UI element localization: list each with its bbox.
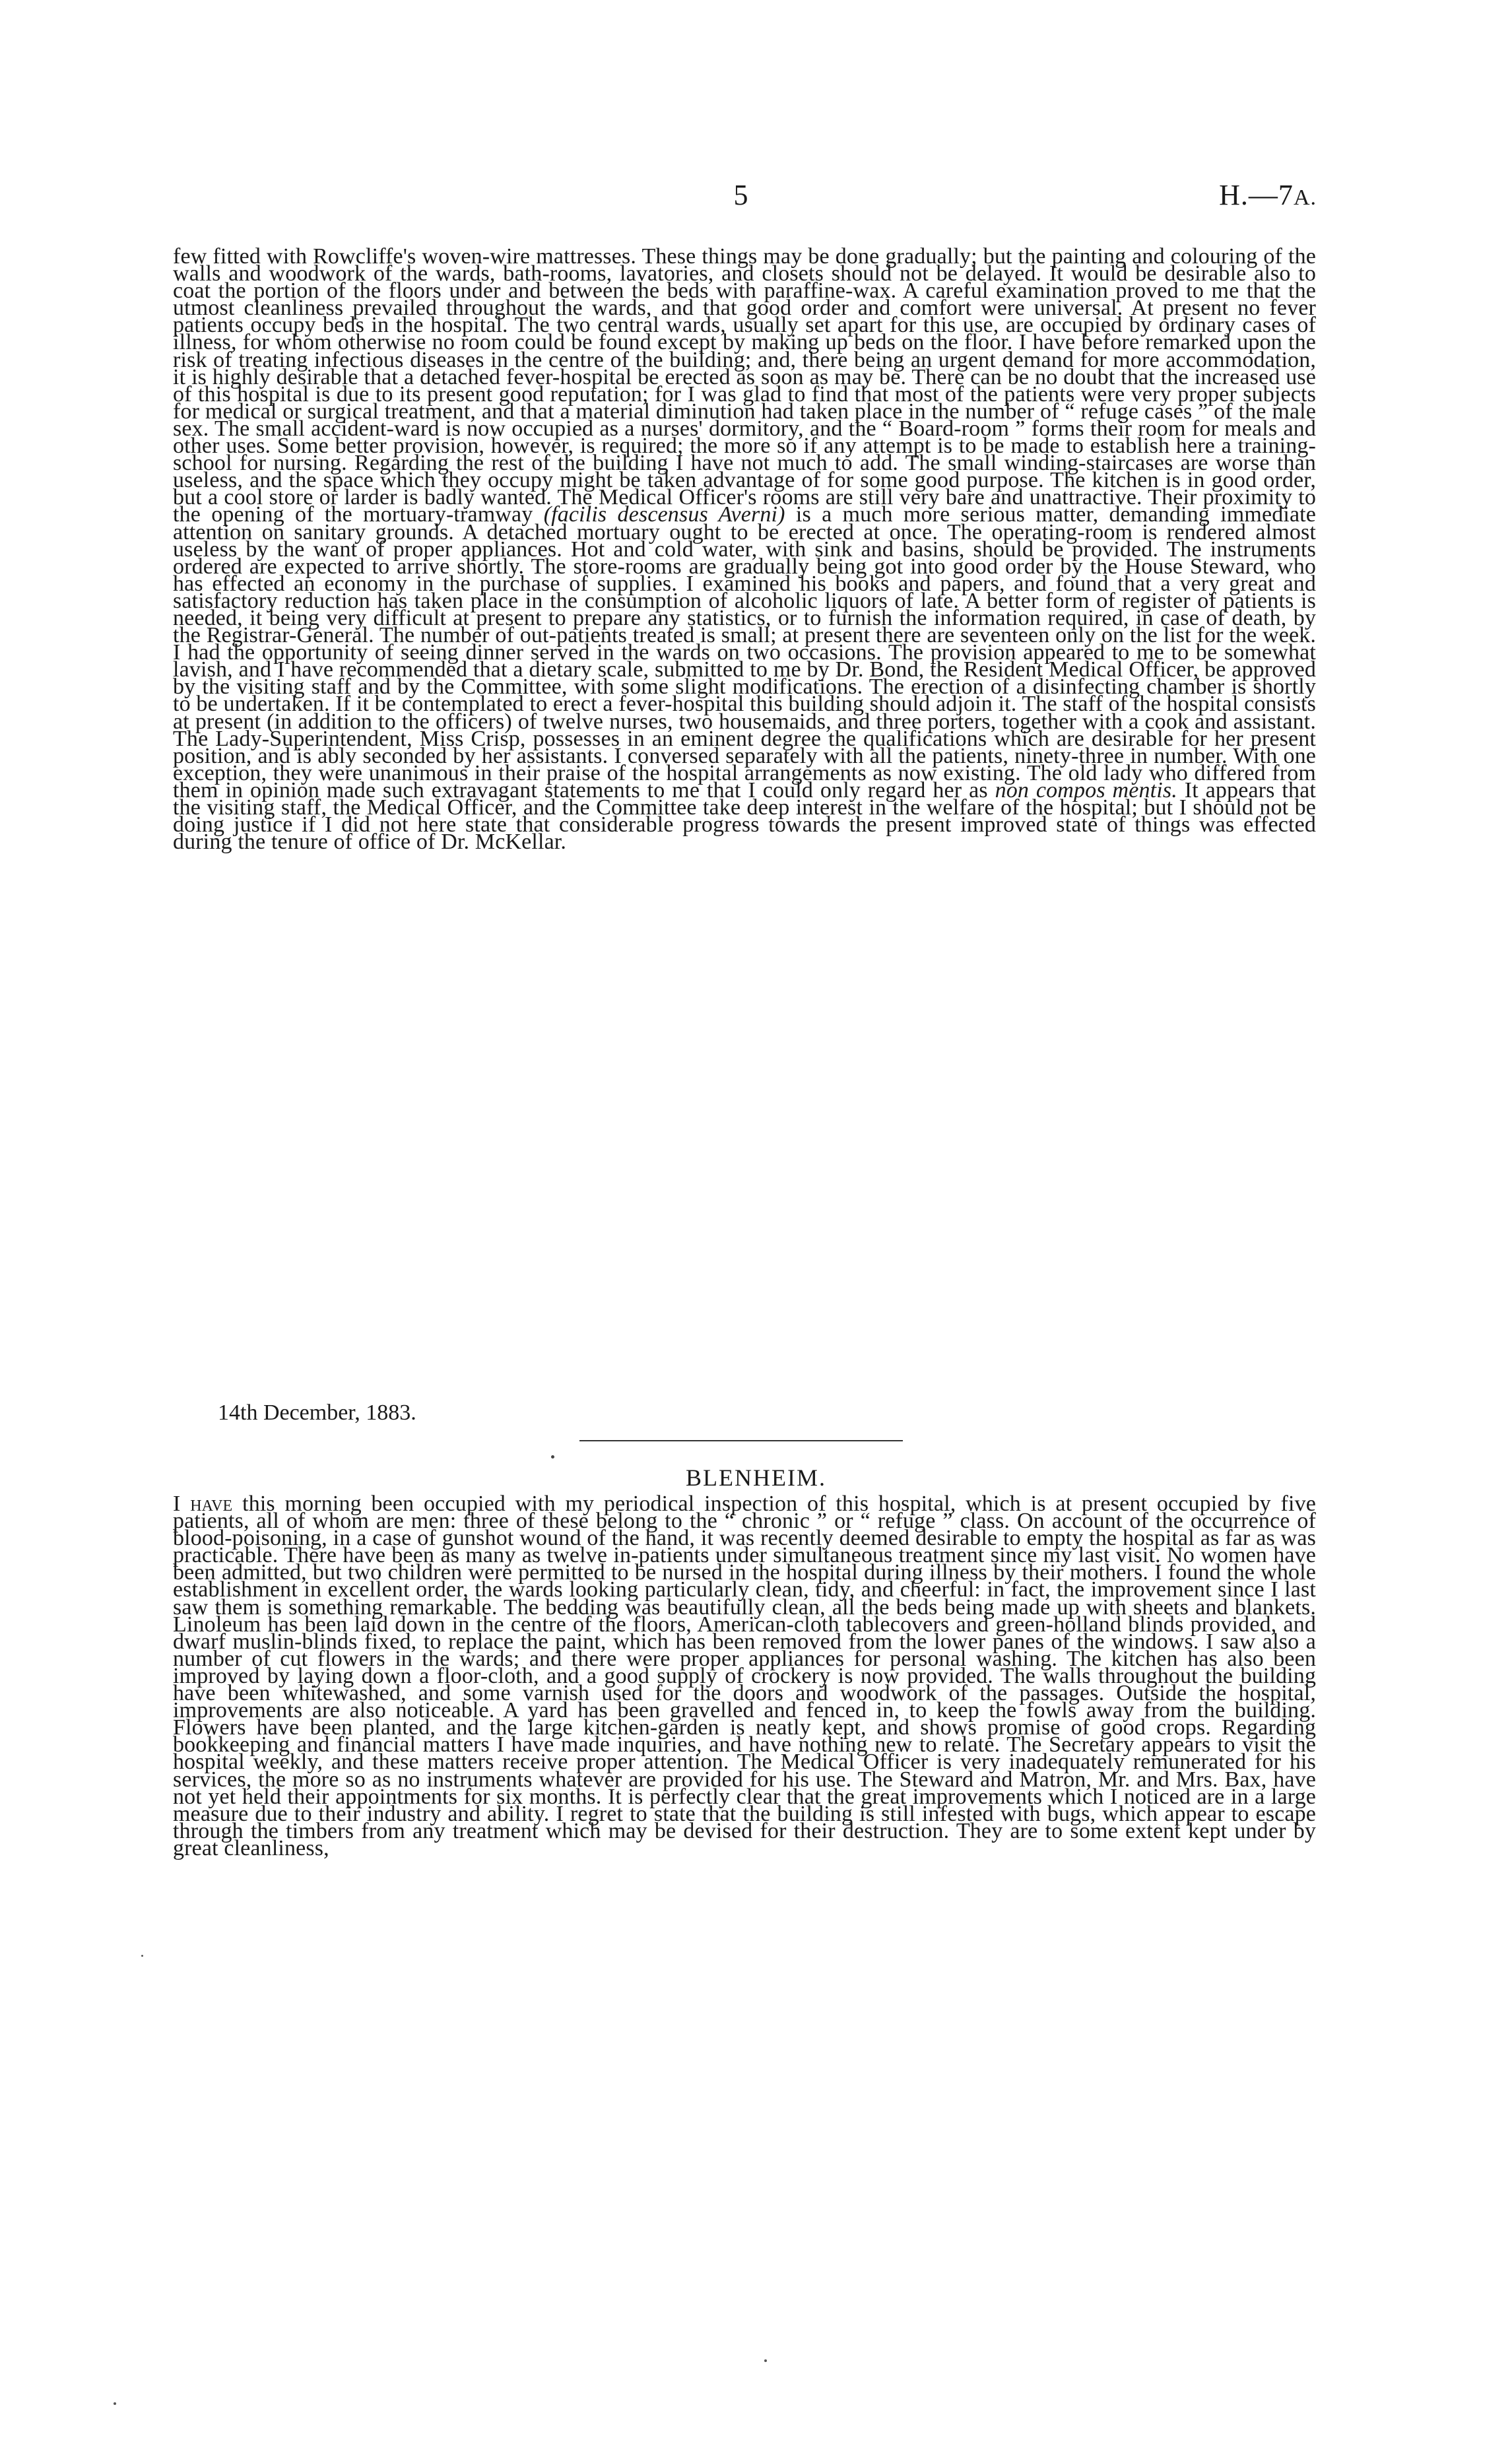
section-title: BLENHEIM.	[686, 1464, 826, 1491]
print-speck	[114, 2402, 116, 2405]
report-section-blenheim	[173, 1492, 1316, 1860]
print-speck	[764, 2359, 767, 2362]
latin-phrase: (facilis descensus Averni)	[543, 502, 785, 527]
latin-phrase: non compos mentis.	[995, 777, 1177, 803]
section-divider	[579, 1440, 903, 1441]
report-section-previous	[173, 244, 1317, 855]
report-paragraph	[173, 1492, 1316, 1860]
print-speck	[141, 1955, 143, 1957]
paragraph-text: few fitted with Rowcliffe's woven-wire mattresses. These things may be done gradually; but the painting and colouring of the walls and woodwork of the wards, bath-rooms, lavatories, and closets should not be delayed. It would be desirable also to coat the portion of the floors under and between the beds with paraffine-wax. A careful examination proved to me that the utmost cleanliness prevailed throughout the wards, and that good order and comfort were universal. At present no fever patients occupy beds in the hospital. The two central wards, usually set apart for this use, are occupied by ordinary cases of illness, for whom otherwise no room could be found except by making up beds on the floor. I have before remarked upon the risk of treating infectious diseases in the centre of the building; and, there being an urgent demand for more accommodation, it is highly desirable that a detached fever-hospital be erected as soon as may be. There can be no doubt that the increased use of this hospital is due to its present good reputation; for I was glad to find that most of the patients were very proper subjects for medical or surgical treatment, and that a material diminution had taken place in the number of “ refuge cases ” of the male sex. The small accident-ward is now occupied as a nurses' dormitory, and the “ Board-room ” forms their room for meals and other uses. Some better provision, however, is required; the more so if any attempt is to be made to establish here a training-school for nursing. Regarding the rest of the building I have not much to add. The small winding-staircases are worse than useless, and the space which they occupy might be taken advantage of for some good purpose. The kitchen is in good order, but a cool store or larder is badly wanted. The Medical Officer's rooms are still very bare and unattractive. Their proximity to the opening of the mortuary-tramway	[173, 244, 1316, 527]
paragraph-text: this morning been occupied with my periodical inspection of this hospital, which is at present occupied by five patients, all of whom are men: three of these belong to the “ chronic ” or “ refuge ” class. On account of the occurrence of blood-poisoning, in a case of gunshot wound of the hand, it was recently deemed desirable to empty the hospital as far as was practicable. There have been as many as twelve in-patients under simultaneous treatment since my last visit. No women have been admitted, but two children were permitted to be nursed in the hospital during illness by their mothers. I found the whole establishment in excellent order, the wards looking particularly clean, tidy, and cheerful: in fact, the improvement since I last saw them is something remarkable. The bedding was beautifully clean, all the beds being made up with sheets and blankets. Linoleum has been laid down in the centre of the floors, American-cloth tablecovers and green-holland blinds provided, and dwarf muslin-blinds fixed, to replace the paint, which has been removed from the lower panes of the windows. I saw also a number of cut flowers in the wards; and there were proper appliances for personal washing. The kitchen has also been improved by laying down a floor-cloth, and a good supply of crockery is now provided. The walls throughout the building have been whitewashed, and some varnish used for the doors and woodwork of the passages. Outside the hospital, improvements are also noticeable. A yard has been gravelled and fenced in, to keep the fowls away from the building. Flowers have been planted, and the large kitchen-garden is neatly kept, and shows promise of good crops. Regarding bookkeeping and financial matters I have made inquiries, and have nothing new to relate. The Secretary appears to visit the hospital weekly, and these matters receive proper attention. The Medical Officer is very inadequately remunerated for his services, the more so as no instruments whatever are provided for his use. The Steward and Matron, Mr. and Mrs. Bax, have not yet held their appointments for six months. It is perfectly clear that the great improvements which I noticed are in a large measure due to their industry and ability. I regret to state that the building is still infested with bugs, which appear to escape through the timbers from any treatment which may be devised for their destruction. They are to some extent kept under by great cleanliness,	[173, 1492, 1316, 1860]
print-speck	[551, 1455, 554, 1459]
paragraph-text-continued: is a much more serious matter, demanding immediate attention on sanitary grounds. A detached mortuary ought to be erected at once. The operating-room is rendered almost useless by the want of proper appliances. Hot and cold water, with sink and basins, should be provided. The instruments ordered are expected to arrive shortly. The store-rooms are gradually being got into good order by the House Steward, who has effected an economy in the purchase of supplies. I examined his books and papers, and found that a very great and satisfactory reduction has taken place in the consumption of alcoholic liquors of late. A better form of register of patients is needed, it being very difficult at present to prepare any statistics, or to furnish the information required, in case of death, by the Registrar-General. The number of out-patients treated is small; at present there are seventeen only on the list for the week. I had the opportunity of seeing dinner served in the wards on two occasions. The provision appeared to me to be somewhat lavish, and I have recommended that a dietary scale, submitted to me by Dr. Bond, the Resident Medical Officer, be approved by the visiting staff and by the Committee, with some slight modifications. The erection of a disinfecting chamber is shortly to be undertaken. If it be contemplated to erect a fever-hospital this building should adjoin it. The staff of the hospital consists at present (in addition to the officers) of twelve nurses, two housemaids, and three porters, together with a cook and assistant. The Lady-Superintendent, Miss Crisp, possesses in an eminent degree the qualifications which are desirable for her present position, and is ably seconded by her assistants. I conversed separately with all the patients, ninety-three in number. With one exception, they were unanimous in their praise of the hospital arrangements as now existing. The old lady who differed from them in opinion made such extravagant statements to me that I could only regard her as	[173, 502, 1317, 803]
page-number: 5	[733, 179, 748, 211]
page-header	[165, 178, 1317, 218]
report-date: 14th December, 1883.	[218, 1400, 416, 1425]
paragraph-text-end: It appears that the visiting staff, the Medical Officer, and the Committee take deep interest in the welfare of the hospital; but I should not be doing justice if I did not here state that considerable progress towards the present improved state of things was effected during the tenure of office of Dr. McKellar.	[173, 777, 1316, 855]
document-reference-suffix: A.	[1293, 185, 1317, 210]
document-reference-main: H.—7	[1219, 179, 1294, 211]
report-paragraph	[173, 244, 1317, 855]
lead-in-text: I have	[173, 1492, 233, 1516]
document-reference	[1219, 178, 1317, 212]
